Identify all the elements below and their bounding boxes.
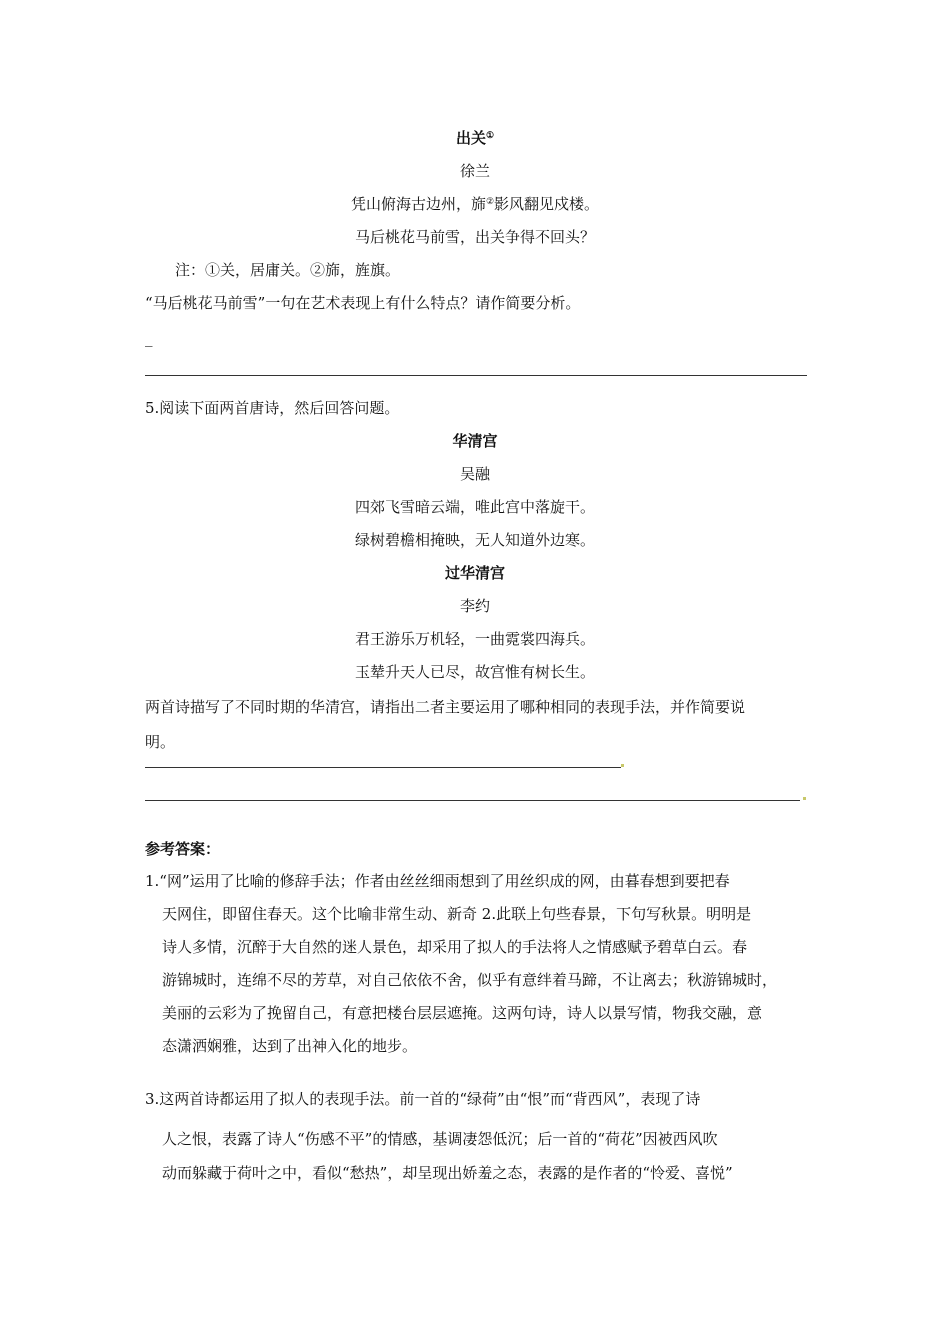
poem-line: 君王游乐万机轻，一曲霓裳四海兵。	[354, 630, 595, 648]
answer-dash: _	[145, 329, 153, 347]
poem-line: 绿树碧檐相掩映，无人知道外边寒。	[354, 531, 595, 549]
poem-line: 马后桃花马前雪，出关争得不回头？	[354, 228, 595, 246]
answer-line-text: 天网住，即留住春天。这个比喻非常生动、新奇 2.此联上句些春景，下句写秋景。明明是	[162, 905, 752, 923]
question-text: “马后桃花马前雪”一句在艺术表现上有什么特点？请作简要分析。	[145, 294, 581, 312]
answer-line-text: 游锦城时，连绵不尽的芳草，对自己依依不舍，似乎有意绊着马蹄，不让离去；秋游锦城时，	[162, 971, 778, 989]
answer-line-text: 诗人多情，沉醉于大自然的迷人景色，却采用了拟人的手法将人之情感赋予碧草白云。春	[162, 938, 748, 956]
poem-note: 注：①关，居庸关。②旆，旌旗。	[175, 261, 401, 279]
marker-dot	[803, 797, 806, 800]
poem-line: 玉辇升天人已尽，故宫惟有树长生。	[354, 663, 595, 681]
poem-author: 徐兰	[459, 162, 490, 180]
answer-line-text: 人之恨，表露了诗人“伤感不平”的情感，基调凄怨低沉；后一首的“荷花”因被西风吹	[162, 1130, 718, 1148]
answer-line-text: 3.这两首诗都运用了拟人的表现手法。前一首的“绿荷”由“恨”而“背西风”，表现了诗	[145, 1090, 701, 1108]
poem-author: 吴融	[459, 465, 490, 483]
poem-title: 华清宫	[452, 432, 498, 450]
answer-line-text: 美丽的云彩为了挽留自己，有意把楼台层层遮掩。这两句诗，诗人以景写情，物我交融，意	[162, 1004, 763, 1022]
answer-line	[145, 375, 807, 376]
poem-author: 李约	[459, 597, 490, 615]
poem-title: 过华清宫	[444, 564, 505, 582]
poem-line: 四郊飞雪暗云端，唯此宫中落旋干。	[354, 498, 595, 516]
answer-line-text: 1.“网”运用了比喻的修辞手法；作者由丝丝细雨想到了用丝织成的网，由暮春想到要把春	[145, 872, 730, 890]
question-text: 明。	[145, 733, 176, 751]
question-text: 两首诗描写了不同时期的华清宫，请指出二者主要运用了哪种相同的表现手法，并作简要说	[145, 698, 746, 716]
marker-dot	[621, 764, 624, 767]
question-intro: 5.阅读下面两首唐诗，然后回答问题。	[145, 399, 400, 417]
answer-line	[145, 767, 621, 768]
poem-title: 出关①	[455, 129, 495, 147]
answers-heading: 参考答案：	[145, 840, 221, 858]
poem-line: 凭山俯海古边州，旆②影风翻见戍楼。	[350, 195, 600, 213]
answer-line-text: 动而躲藏于荷叶之中，看似“愁热”，却呈现出娇羞之态，表露的是作者的“怜爱、喜悦”	[162, 1164, 733, 1182]
answer-line-text: 态潇洒娴雅，达到了出神入化的地步。	[162, 1037, 418, 1055]
answer-line	[145, 800, 800, 801]
